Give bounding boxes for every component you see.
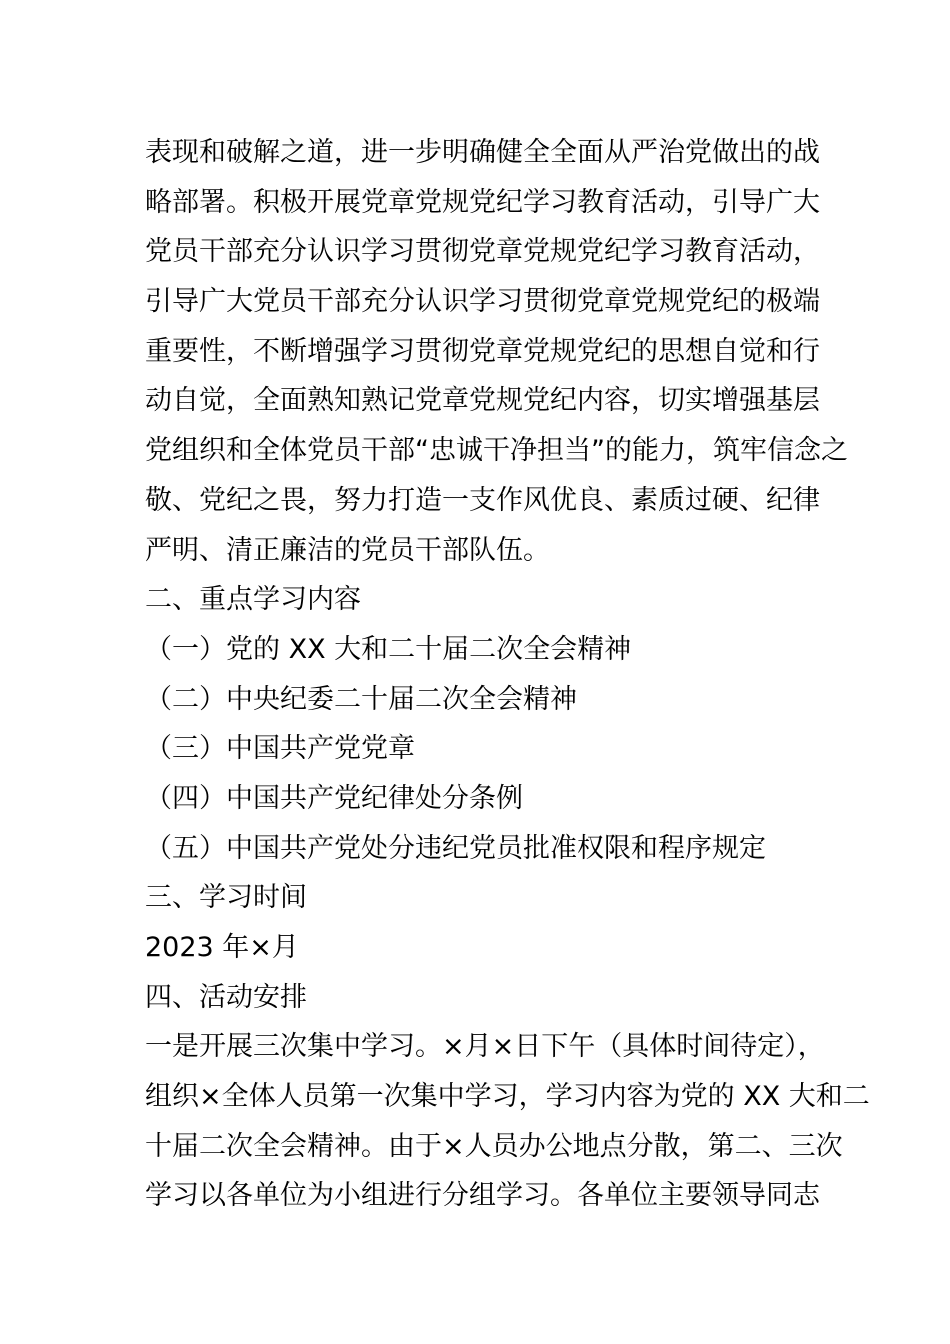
body-text-line: 组织×全体人员第一次集中学习，学习内容为党的 XX 大和二 [145, 1081, 870, 1113]
list-item: （二）中央纪委二十届二次全会精神 [145, 683, 577, 715]
body-text-line: 敬、党纪之畏，努力打造一支作风优良、素质过硬、纪律 [145, 484, 820, 516]
body-text-line: 党组织和全体党员干部“忠诚干净担当”的能力，筑牢信念之 [145, 435, 848, 467]
document-body [145, 128, 870, 1221]
section-heading: 四、活动安排 [145, 981, 307, 1013]
list-item: （一）党的 XX 大和二十届二次全会精神 [145, 633, 632, 665]
list-item: （五）中国共产党处分违纪党员批准权限和程序规定 [145, 832, 766, 864]
body-text-line: 表现和破解之道，进一步明确健全全面从严治党做出的战 [145, 137, 820, 168]
body-text-line: 严明、清正廉洁的党员干部队伍。 [145, 534, 550, 566]
body-text-line: 引导广大党员干部充分认识学习贯彻党章党规党纪的极端 [145, 286, 820, 318]
body-text-line: 略部署。积极开展党章党规党纪学习教育活动，引导广大 [145, 186, 820, 218]
body-text-line: 党员干部充分认识学习贯彻党章党规党纪学习教育活动， [145, 236, 820, 268]
list-item: （四）中国共产党纪律处分条例 [145, 782, 523, 814]
section-heading: 三、学习时间 [145, 882, 307, 914]
body-text-line: 一是开展三次集中学习。×月×日下午（具体时间待定）， [145, 1031, 825, 1063]
body-text-line: 学习以各单位为小组进行分组学习。各单位主要领导同志 [145, 1180, 820, 1212]
body-text-line: 重要性，不断增强学习贯彻党章党规党纪的思想自觉和行 [145, 335, 820, 367]
body-text-line: 动自觉，全面熟知熟记党章党规党纪内容，切实增强基层 [145, 385, 820, 417]
body-text-line: 2023 年×月 [145, 932, 299, 963]
body-text-line: 十届二次全会精神。由于×人员办公地点分散，第二、三次 [145, 1130, 843, 1162]
section-heading: 二、重点学习内容 [145, 584, 361, 616]
list-item: （三）中国共产党党章 [145, 733, 415, 765]
